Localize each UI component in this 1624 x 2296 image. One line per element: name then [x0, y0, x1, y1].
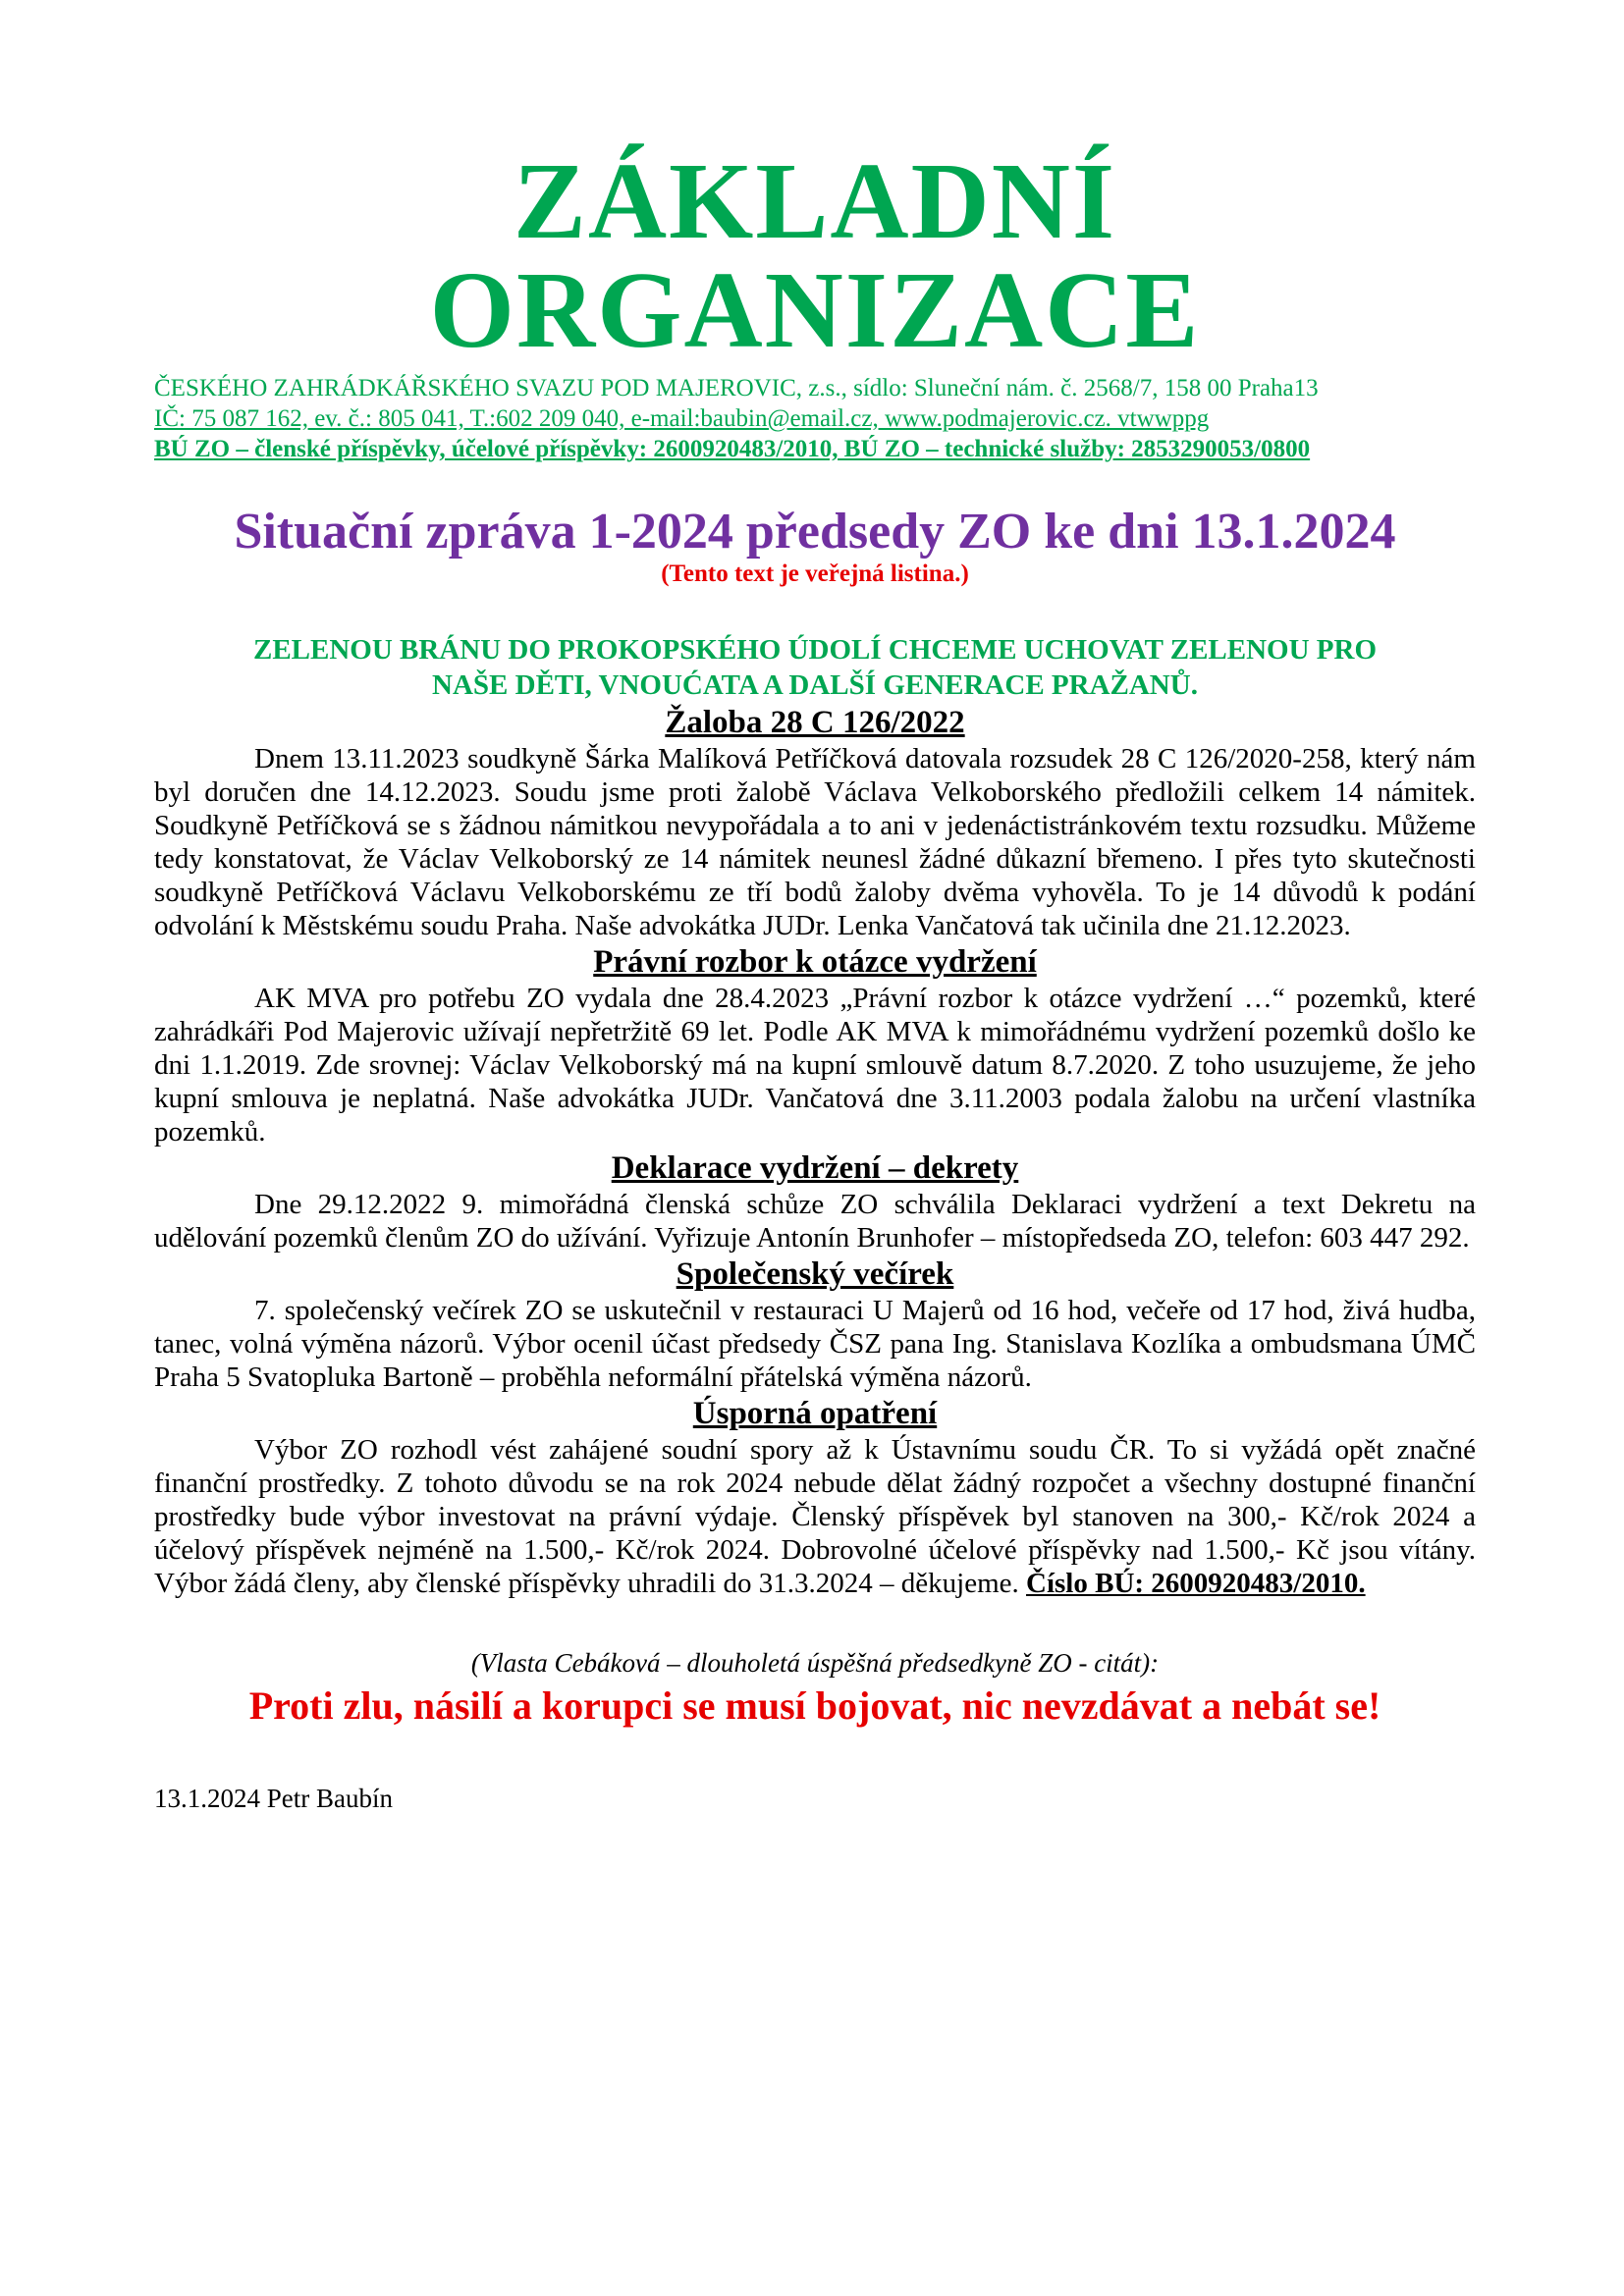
organization-title: ZÁKLADNÍ ORGANIZACE — [429, 141, 1201, 371]
section-body: AK MVA pro potřebu ZO vydala dne 28.4.2023 „Právní rozbor k otázce vydržení …“ pozemků, které zahrádkáři Pod Majerovic užívají nepřetržitě 69 let. Podle AK MVA k mimořádnému vydržení pozemků došlo ke dni 1.1.2019. Zde srovnej: Václav Velkoborský má na kupní smlouvě datum 8.7.2020. Z toho usuzujeme, že jeho kupní smlouva je neplatná. Naše advokátka JUDr. Vančatová dne 3.11.2003 podala žalobu na určení vlastníka pozemků. — [154, 983, 1476, 1148]
section-social-evening — [154, 1255, 1476, 1394]
signature: 13.1.2024 Petr Baubín — [154, 1784, 393, 1814]
organization-contact-line: IČ: 75 087 162, ev. č.: 805 041, T.:602 209 040, e-mail:baubin@email.cz, www.podmajerovic.cz. vtwwppg — [154, 405, 1210, 432]
report-title: Situační zpráva 1-2024 předsedy ZO ke dni 13.1.2024 — [234, 504, 1396, 560]
section-heading: Úsporná opatření — [692, 1396, 938, 1432]
section-body: Dnem 13.11.2023 soudkyně Šárka Malíková Petříčková datovala rozsudek 28 C 126/2020-258, který nám byl doručen dne 14.12.2023. Soudu jsme proti žalobě Václava Velkoborského předložili celkem 14 námitek. Soudkyně Petříčková se s žádnou námitkou nevypořádala a to ani v jedenáctistránkovém textu rozsudku. Můžeme tedy konstatovat, že Václav Velkoborský ze 14 námitek neunesl žádné důkazní břemeno. I přes tyto skutečnosti soudkyně Petříčková Václavu Velkoborskému ze tří bodů žaloby dvěma vyhověla. To je 14 důvodů k podání odvolání k Městskému soudu Praha. Naše advokátka JUDr. Lenka Vančatová tak učinila dne 21.12.2023. — [154, 743, 1476, 942]
section-heading: Společenský večírek — [676, 1256, 954, 1293]
section-lawsuit — [154, 703, 1476, 942]
section-declaration — [154, 1148, 1476, 1255]
section-body-text: Výbor ZO rozhodl vést zahájené soudní spory až k Ústavnímu soudu ČR. To si vyžádá opět značné finanční prostředky. Z tohoto důvodu se na rok 2024 nebude dělat žádný rozpočet a všechny dostupné finanční prostředky bude výbor investovat na právní výdaje. Členský příspěvek byl stanoven na 300,- Kč/rok 2024 a účelový příspěvek nejméně na 1.500,- Kč/rok 2024. Dobrovolné účelové příspěvky nad 1.500,- Kč jsou vítány. Výbor žádá členy, aby členské příspěvky uhradili do 31.3.2024 – děkujeme. — [154, 1434, 1476, 1600]
document-page — [154, 141, 1476, 1814]
bank-account-number: Číslo BÚ: 2600920483/2010. — [1026, 1568, 1366, 1600]
organization-bank-line: BÚ ZO – členské příspěvky, účelové příspěvky: 2600920483/2010, BÚ ZO – technické služby: 2853290053/0800 — [154, 436, 1311, 462]
slogan: ZELENOU BRÁNU DO PROKOPSKÉHO ÚDOLÍ CHCEME UCHOVAT ZELENOU PRO NAŠE DĚTI, VNOUĆATA A DALŠÍ GENERACE PRAŽANŮ. — [252, 634, 1378, 702]
section-heading: Právní rozbor k otázce vydržení — [593, 944, 1037, 981]
section-body: 7. společenský večírek ZO se uskutečnil v restauraci U Majerů od 16 hod, večeře od 17 hod, živá hudba, tanec, volná výměna názorů. Výbor ocenil účast předsedy ČSZ pana Ing. Stanislava Kozlíka a ombudsmana ÚMČ Praha 5 Svatopluka Bartoně – proběhla neformální přátelská výměna názorů. — [154, 1295, 1476, 1394]
quote-attribution: (Vlasta Cebáková – dlouholetá úspěšná předsedkyně ZO - citát): — [470, 1648, 1160, 1679]
section-heading: Deklarace vydržení – dekrety — [611, 1150, 1019, 1187]
organization-address-line: ČESKÉHO ZAHRÁDKÁŘSKÉHO SVAZU POD MAJEROVIC, z.s., sídlo: Sluneční nám. č. 2568/7, 158 00 Praha13 — [154, 375, 1319, 401]
section-savings-measures — [154, 1394, 1476, 1600]
section-body — [154, 1433, 1476, 1600]
section-legal-analysis — [154, 942, 1476, 1148]
section-body: Dne 29.12.2022 9. mimořádná členská schůze ZO schválila Deklaraci vydržení a text Dekretu na udělování pozemků členům ZO do užívání. Vyřizuje Antonín Brunhofer – místopředseda ZO, telefon: 603 447 292. — [154, 1189, 1476, 1255]
public-document-note: (Tento text je veřejná listina.) — [661, 561, 969, 588]
quote-text: Proti zlu, násilí a korupci se musí bojovat, nic nevzdávat a nebát se! — [248, 1683, 1381, 1729]
section-heading: Žaloba 28 C 126/2022 — [665, 705, 965, 741]
